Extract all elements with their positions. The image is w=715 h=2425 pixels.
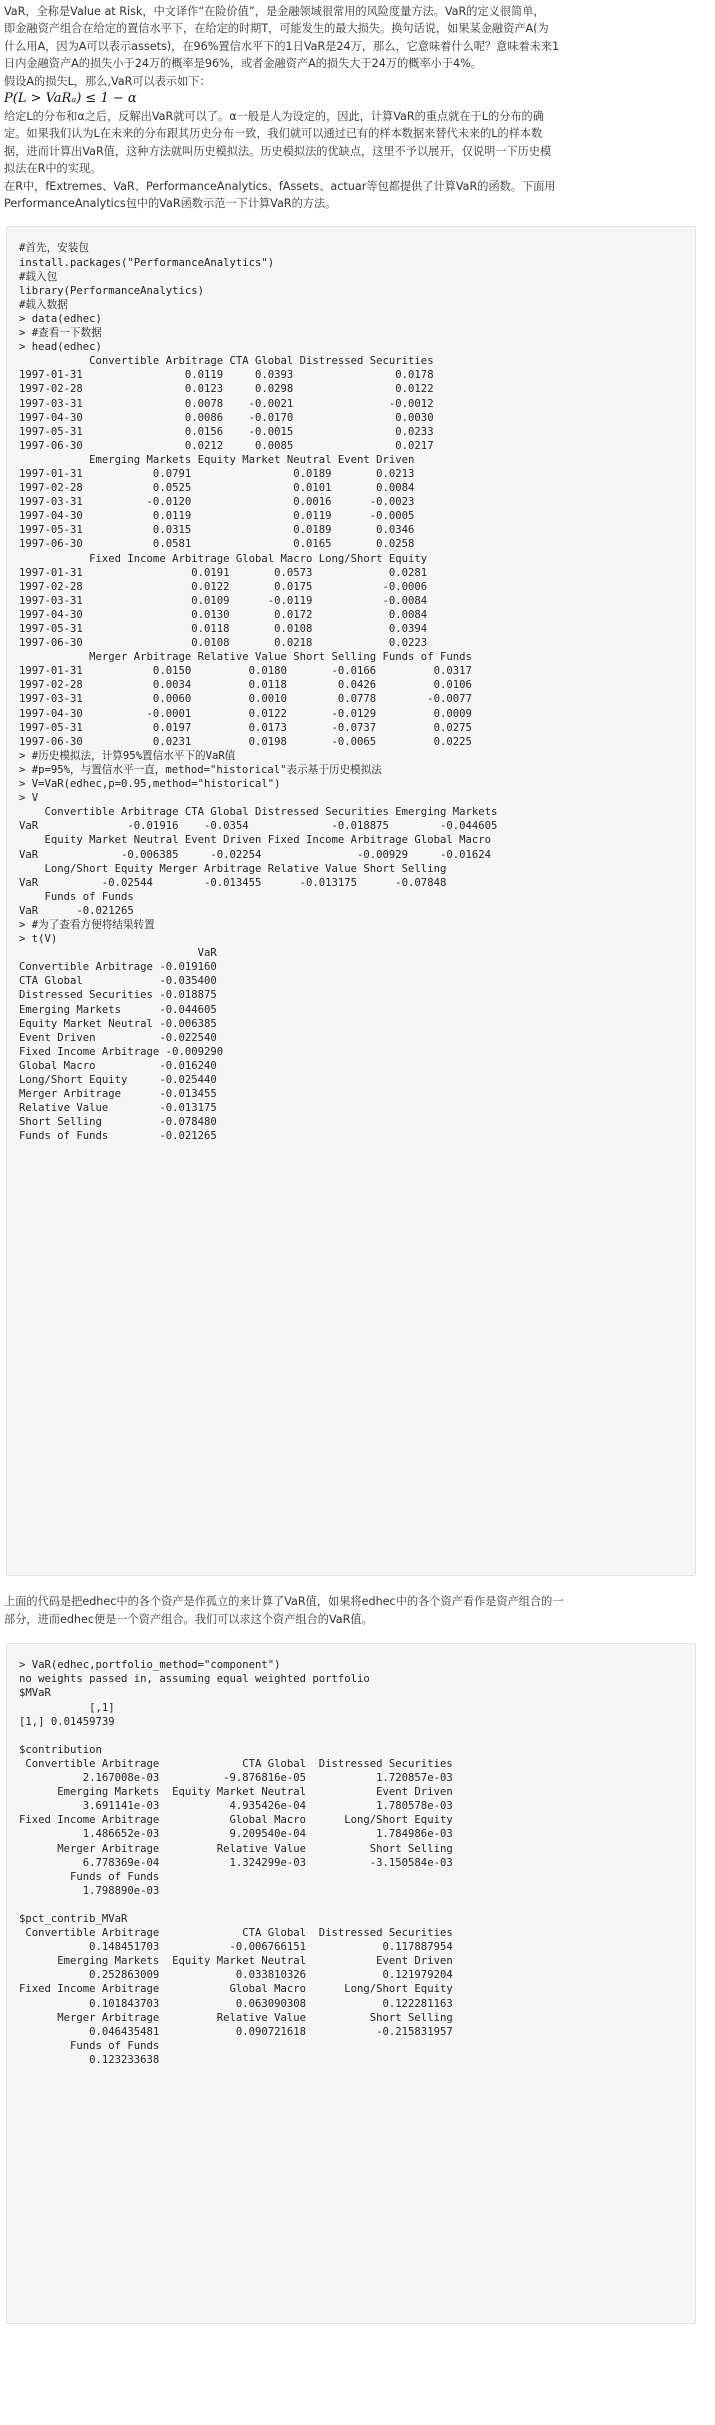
intro-line: 据，进而计算出VaR值，这种方法就叫历史模拟法。历史模拟法的优缺点，这里不予以展开，仅说明一下历史模 (4, 144, 552, 158)
intro-line: 给定L的分布和α之后，反解出VaR就可以了。α一般是人为设定的，因此，计算VaR的重点就在于L的分布的确 (4, 110, 544, 124)
intro-line: 日内金融资产A的损失小于24万的概率是96%，或者金融资产A的损失大于24万的概率小于4%。 (4, 57, 482, 71)
intro-line: 在R中，fExtremes、VaR、PerformanceAnalytics、fAssets、actuar等包都提供了计算VaR的函数。下面用 (4, 179, 556, 193)
var-formula: P(L > VaRₐ) ≤ 1 − α (4, 91, 137, 107)
intro-paragraph (4, 3, 707, 212)
middle-line: 部分，进而edhec便是一个资产组合。我们可以求这个资产组合的VaR值。 (4, 1612, 373, 1626)
code-block-component-var[interactable] (6, 1643, 696, 2324)
middle-line: 上面的代码是把edhec中的各个资产是作孤立的来计算了VaR值，如果将edhec中的各个资产看作是资产组合的一 (4, 1595, 564, 1609)
intro-line: 即金融资产组合在给定的置信水平下，在给定的时期T，可能发生的最大损失。换句话说，如果某金融资产A(为 (4, 22, 549, 36)
middle-paragraph (4, 1593, 707, 1628)
intro-line: 假设A的损失L，那么,VaR可以表示如下： (4, 74, 211, 88)
intro-line: VaR，全称是Value at Risk，中文译作“在险价值”，是金融领域很常用的风险度量方法。VaR的定义很简单， (4, 5, 545, 18)
intro-line: PerformanceAnalytics包中的VaR函数示范一下计算VaR的方法。 (4, 197, 337, 211)
code-block-historical-var[interactable] (6, 226, 696, 1576)
code-text[interactable]: > VaR(edhec,portfolio_method="component") no weights passed in, assuming equal weighted portfolio $MVaR [,1] [1,] 0.01459739 $contribution Convertible Arbitrage CTA Global Distressed Securities 2.167008e-03 -9.876816e-05 1.720857e-03 Emerging Markets Equity Market Neutral Event Driven 3.691141e-03 4.935426e-04 1.780578e-03 Fixed Income Arbitrage Global Macro Long/Short Equity 1.486652e-03 9.209540e-04 1.784986e-03 Merger Arbitrage Relative Value Short Selling 6.778369e-04 1.324299e-03 -3.150584e-03 Funds of Funds 1.798890e-03 $pct_contrib_MVaR Convertible Arbitrage CTA Global Distressed Securities 0.148451703 -0.006766151 0.117887954 Emerging Markets Equity Market Neutral Event Driven 0.252863009 0.033810326 0.121979204 Fixed Income Arbitrage Global Macro Long/Short Equity 0.101843703 0.063090308 0.122281163 Merger Arbitrage Relative Value Short Selling 0.046435481 0.090721618 -0.215831957 Funds of Funds 0.123233638 (19, 1659, 453, 2066)
intro-line: 什么用A，因为A可以表示assets)，在96%置信水平下的1日VaR是24万，那么，它意味着什么呢？意味着未来1 (4, 39, 560, 53)
code-text[interactable]: #首先，安装包 install.packages("PerformanceAnalytics") #载入包 library(PerformanceAnalytics) #载入数据 > data(edhec) > #查看一下数据 > head(edhec) Convertible Arbitrage CTA Global Distressed Securities 1997-01-31 0.0119 0.0393 0.0178 1997-02-28 0.0123 0.0298 0.0122 1997-03-31 0.0078 -0.0021 -0.0012 1997-04-30 0.0086 -0.0170 0.0030 1997-05-31 0.0156 -0.0015 0.0233 1997-06-30 0.0212 0.0085 0.0217 Emerging Markets Equity Market Neutral Event Driven 1997-01-31 0.0791 0.0189 0.0213 1997-02-28 0.0525 0.0101 0.0084 1997-03-31 -0.0120 0.0016 -0.0023 1997-04-30 0.0119 0.0119 -0.0005 1997-05-31 0.0315 0.0189 0.0346 1997-06-30 0.0581 0.0165 0.0258 Fixed Income Arbitrage Global Macro Long/Short Equity 1997-01-31 0.0191 0.0573 0.0281 1997-02-28 0.0122 0.0175 -0.0006 1997-03-31 0.0109 -0.0119 -0.0084 1997-04-30 0.0130 0.0172 0.0084 1997-05-31 0.0118 0.0108 0.0394 1997-06-30 0.0108 0.0218 0.0223 Merger Arbitrage Relative Value Short Selling Funds of Funds 1997-01-31 0.0150 0.0180 -0.0166 0.0317 1997-02-28 0.0034 0.0118 0.0426 0.0106 1997-03-31 0.0060 0.0010 0.0778 -0.0077 1997-04-30 -0.0001 0.0122 -0.0129 0.0009 1997-05-31 0.0197 0.0173 -0.0737 0.0275 1997-06-30 0.0231 0.0198 -0.0065 0.0225 > #历史模拟法，计算95%置信水平下的VaR值 > #p=95%，与置信水平一直，method="historical"表示基于历史模拟法 > V=VaR(edhec,p=0.95,method="historical") > V Convertible Arbitrage CTA Global Distressed Securities Emerging Markets VaR -0.01916 -0.0354 -0.018875 -0.044605 Equity Market Neutral Event Driven Fixed Income Arbitrage Global Macro VaR -0.006385 -0.02254 -0.00929 -0.01624 Long/Short Equity Merger Arbitrage Relative Value Short Selling VaR -0.02544 -0.013455 -0.013175 -0.07848 Funds of Funds VaR -0.021265 > #为了查看方便将结果转置 > t(V) VaR Convertible Arbitrage -0.019160 CTA Global -0.035400 Distressed Securities -0.018875 Emerging Markets -0.044605 Equity Market Neutral -0.006385 Event Driven -0.022540 Fixed Income Arbitrage -0.009290 Global Macro -0.016240 Long/Short Equity -0.025440 Merger Arbitrage -0.013455 Relative Value -0.013175 Short Selling -0.078480 Funds of Funds -0.021265 (19, 242, 498, 1143)
intro-line: 拟法在R中的实现。 (4, 162, 102, 176)
intro-line: 定。如果我们认为L在未来的分布跟其历史分布一致，我们就可以通过已有的样本数据来替代未来的L的样本数 (4, 127, 543, 141)
